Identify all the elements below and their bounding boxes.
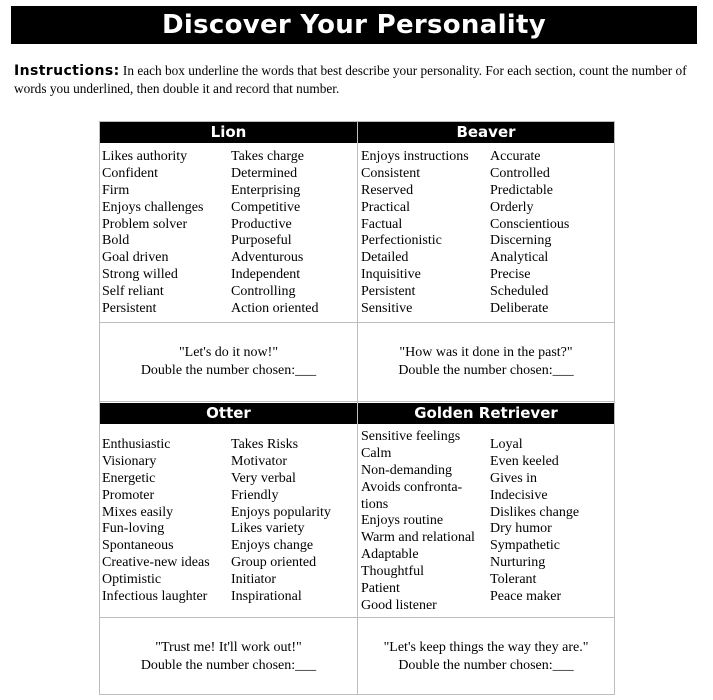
word-item[interactable]: Action oriented <box>231 301 319 317</box>
instructions <box>14 62 699 98</box>
otter-heading: Otter <box>100 403 357 424</box>
word-item[interactable]: Fun-loving <box>102 521 165 537</box>
beaver-quote: "How was it done in the past?" <box>399 345 573 360</box>
word-item[interactable]: Self reliant <box>102 284 164 300</box>
word-item[interactable]: Enjoys change <box>231 538 314 554</box>
word-item[interactable]: Very verbal <box>231 470 296 486</box>
instructions-text: In each box underline the words that best describe your personality. For each section, count the number of words you underlined, then double it and record that number. <box>14 63 687 96</box>
lion-heading: Lion <box>100 122 357 143</box>
word-item[interactable]: Problem solver <box>102 216 188 232</box>
retriever-heading: Golden Retriever <box>358 403 614 424</box>
retriever-double-field[interactable]: Double the number chosen:___ <box>398 658 574 673</box>
word-item[interactable]: Visionary <box>102 453 157 469</box>
word-item[interactable]: Enjoys challenges <box>102 199 204 215</box>
word-item[interactable]: Gives in <box>490 470 538 486</box>
word-item[interactable]: Likes authority <box>102 149 188 164</box>
page-title: Discover Your Personality <box>11 6 697 44</box>
word-item[interactable]: Enthusiastic <box>102 437 171 452</box>
word-item[interactable]: Inquisitive <box>361 267 421 283</box>
word-item[interactable]: Scheduled <box>490 284 549 300</box>
word-item[interactable]: Friendly <box>231 487 279 503</box>
word-item[interactable]: Dislikes change <box>490 504 580 520</box>
otter-words-col1 <box>102 437 210 606</box>
word-item[interactable]: Competitive <box>231 199 301 215</box>
word-item[interactable]: Nurturing <box>490 555 546 571</box>
beaver-heading: Beaver <box>358 122 614 143</box>
word-item[interactable]: Discerning <box>490 233 552 249</box>
word-item[interactable]: Enjoys instructions <box>361 149 469 164</box>
word-item[interactable]: Enjoys routine <box>361 513 444 529</box>
retriever-words-col1 <box>361 429 475 615</box>
word-item[interactable]: Factual <box>361 216 403 232</box>
word-item[interactable]: Consistent <box>361 165 421 181</box>
word-item[interactable]: Loyal <box>490 437 523 452</box>
word-item[interactable]: Sympathetic <box>490 538 560 554</box>
word-item[interactable]: Initiator <box>231 572 277 588</box>
word-item[interactable]: Likes variety <box>231 521 305 537</box>
lion-double-field[interactable]: Double the number chosen:___ <box>140 363 317 378</box>
word-item[interactable]: Spontaneous <box>102 538 174 554</box>
word-item[interactable]: Confident <box>102 165 158 181</box>
word-item[interactable]: Inspirational <box>231 589 302 605</box>
word-item[interactable]: Analytical <box>490 250 549 266</box>
grid-divider-middle <box>99 401 615 402</box>
word-item[interactable]: Firm <box>102 182 130 198</box>
lion-words-col1 <box>102 149 203 318</box>
word-item[interactable]: Controlled <box>490 165 550 181</box>
word-item[interactable]: Detailed <box>361 250 409 266</box>
word-item[interactable]: Promoter <box>102 487 155 503</box>
otter-quote: "Trust me! It'll work out!" <box>155 640 302 655</box>
word-item[interactable]: Group oriented <box>231 555 317 571</box>
word-item[interactable]: Productive <box>231 216 292 232</box>
word-item[interactable]: Even keeled <box>490 453 559 469</box>
word-item[interactable]: Tolerant <box>490 572 537 588</box>
otter-quote-block <box>100 639 357 675</box>
word-item[interactable]: Creative-new ideas <box>102 555 210 571</box>
word-item[interactable]: Predictable <box>490 182 553 198</box>
word-item[interactable]: Warm and relational <box>361 530 475 546</box>
word-item[interactable]: Sensitive <box>361 301 413 317</box>
instructions-lead: Instructions: <box>14 63 120 79</box>
word-item[interactable]: Optimistic <box>102 572 162 588</box>
word-item[interactable]: Independent <box>231 267 301 283</box>
word-item[interactable]: Sensitive feelings <box>361 429 461 444</box>
word-item[interactable]: Takes Risks <box>231 437 299 452</box>
word-item[interactable]: Bold <box>102 233 130 249</box>
word-item[interactable]: Orderly <box>490 199 534 215</box>
word-item[interactable]: Takes charge <box>231 149 305 164</box>
word-item[interactable]: Infectious laughter <box>102 589 208 605</box>
word-item[interactable]: Good listener <box>361 597 437 613</box>
word-item[interactable]: Patient <box>361 581 400 597</box>
word-item[interactable]: Conscientious <box>490 216 570 232</box>
word-item[interactable]: Adventurous <box>231 250 304 266</box>
lion-words-col2 <box>231 149 318 318</box>
word-item[interactable]: Deliberate <box>490 301 549 317</box>
word-item[interactable]: Persistent <box>361 284 416 300</box>
otter-double-field[interactable]: Double the number chosen:___ <box>140 658 317 673</box>
word-item[interactable]: Strong willed <box>102 267 178 283</box>
grid-divider-otter-quote <box>99 617 615 618</box>
word-item[interactable]: Dry humor <box>490 521 552 537</box>
beaver-words-col1 <box>361 149 469 318</box>
word-item[interactable]: Perfectionistic <box>361 233 442 249</box>
word-item[interactable]: Peace maker <box>490 589 562 605</box>
word-item[interactable]: Thoughtful <box>361 564 424 580</box>
retriever-words-col2 <box>490 437 579 606</box>
word-item[interactable]: Purposeful <box>231 233 292 249</box>
word-item[interactable]: Practical <box>361 199 410 215</box>
word-item[interactable]: Non-demanding <box>361 462 452 478</box>
beaver-double-field[interactable]: Double the number chosen:___ <box>398 363 574 378</box>
word-item[interactable]: Persistent <box>102 301 157 317</box>
word-item[interactable]: Motivator <box>231 453 287 469</box>
word-item[interactable]: tions <box>361 496 389 512</box>
word-item[interactable]: Enterprising <box>231 182 301 198</box>
word-item[interactable]: Accurate <box>490 149 541 164</box>
word-item[interactable]: Calm <box>361 445 392 461</box>
word-item[interactable]: Enjoys popularity <box>231 504 331 520</box>
beaver-words-col2 <box>490 149 569 318</box>
word-item[interactable]: Adaptable <box>361 547 419 563</box>
retriever-quote: "Let's keep things the way they are." <box>383 640 589 655</box>
lion-quote: "Let's do it now!" <box>178 345 279 360</box>
lion-quote-block <box>100 344 357 380</box>
beaver-quote-block <box>358 344 614 380</box>
word-item[interactable]: Mixes easily <box>102 504 174 520</box>
retriever-quote-block <box>358 639 614 675</box>
otter-words-col2 <box>231 437 331 606</box>
word-item[interactable]: Precise <box>490 267 531 283</box>
word-item[interactable]: Avoids confronta- <box>361 479 463 495</box>
word-item[interactable]: Indecisive <box>490 487 548 503</box>
grid-divider-lion-quote <box>99 322 615 323</box>
word-item[interactable]: Energetic <box>102 470 156 486</box>
word-item[interactable]: Reserved <box>361 182 414 198</box>
word-item[interactable]: Controlling <box>231 284 296 300</box>
word-item[interactable]: Goal driven <box>102 250 169 266</box>
word-item[interactable]: Determined <box>231 165 298 181</box>
